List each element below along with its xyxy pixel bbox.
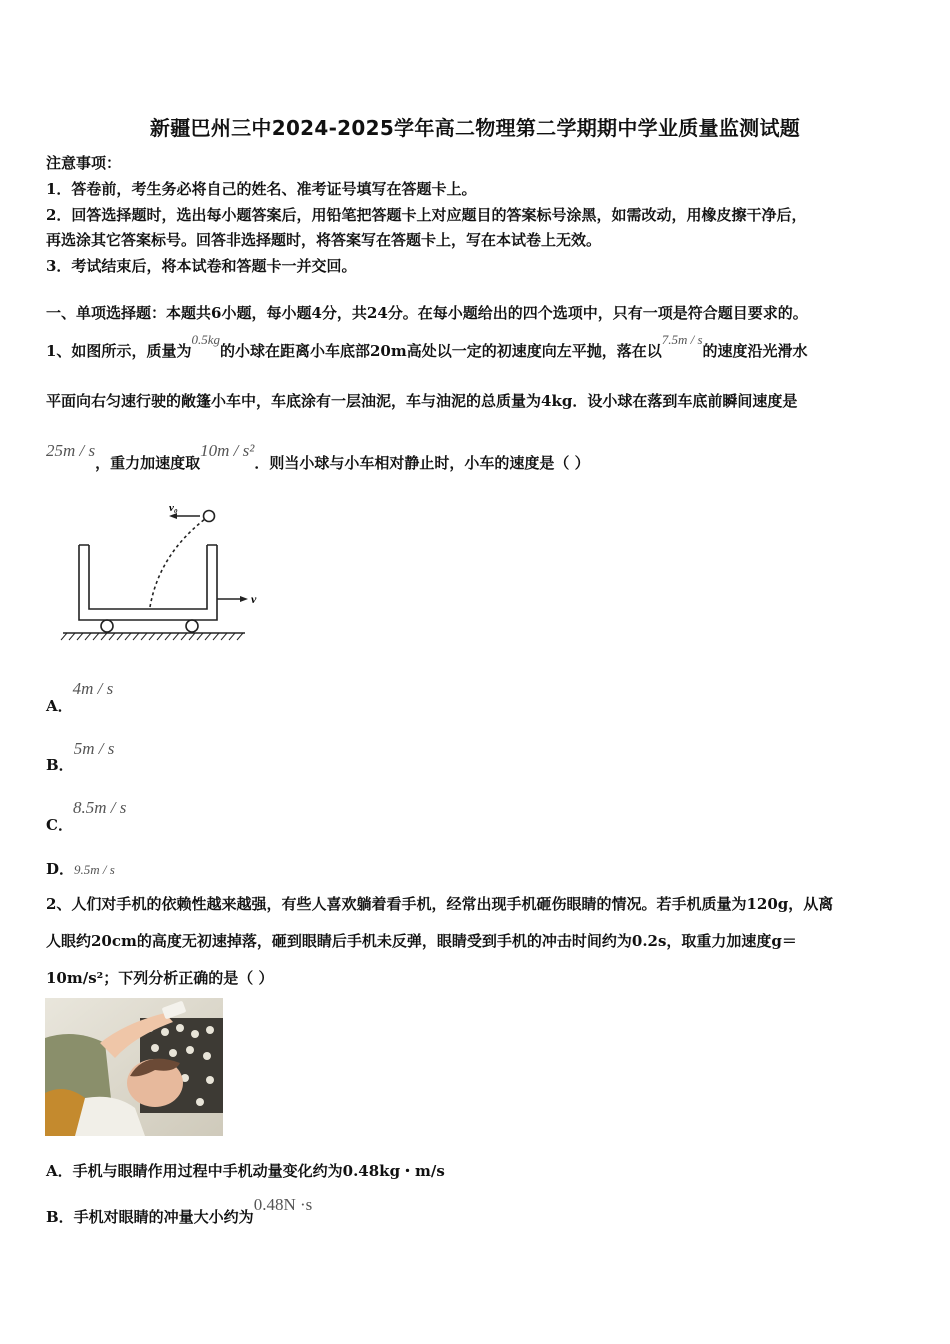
- q1-gravity: 10m / s²: [200, 441, 255, 460]
- notice-item-2-cont: 再选涂其它答案标号。回答非选择题时，将答案写在答题卡上，写在本试卷上无效。: [46, 231, 602, 249]
- q1-text: ，重力加速度取: [95, 454, 201, 472]
- q1-line-2: 平面向右匀速行驶的敞篷小车中，车底涂有一层油泥，车与油泥的总质量为4kg．设小球在落到车底前瞬间速度是: [46, 392, 798, 410]
- q1-text: 的小球在距离小车底部20m高处以一定的初速度向左平抛，落在以: [219, 342, 662, 360]
- notice-item-2: 2．回答选择题时，选出每小题答案后，用铅笔把答题卡上对应题目的答案标号涂黑，如需改动，用橡皮擦干净后，: [46, 206, 807, 224]
- q2-photo: [45, 998, 223, 1136]
- q1-mass: 0.5kg: [191, 332, 220, 347]
- option-label: A．: [46, 697, 73, 715]
- q1-text: 1、如图所示，质量为: [46, 342, 192, 360]
- q1-ball-speed: 25m / s: [46, 441, 96, 460]
- q1-option-c[interactable]: [46, 797, 127, 834]
- option-label: D．: [46, 860, 75, 878]
- q1-line-3: [46, 441, 590, 473]
- q1-cart-figure: [55, 495, 270, 650]
- notice-item-1: 1．答卷前，考生务必将自己的姓名、准考证号填写在答题卡上。: [46, 180, 477, 198]
- q1-option-a[interactable]: [46, 678, 114, 715]
- v0-label: v₀: [169, 502, 178, 514]
- q1-line-1: [46, 332, 808, 361]
- option-value: 0.48N ·s: [253, 1195, 313, 1214]
- q1-option-d[interactable]: [46, 858, 115, 879]
- option-value: 9.5m / s: [74, 862, 115, 877]
- q2-line-2: 人眼约20cm的高度无初速掉落，砸到眼睛后手机未反弹，眼睛受到手机的冲击时间约为0.2s，取重力加速度g＝: [46, 932, 797, 950]
- section-heading: 一、单项选择题：本题共6小题，每小题4分，共24分。在每小题给出的四个选项中，只有一项是符合题目要求的。: [46, 304, 808, 322]
- option-value: 4m / s: [72, 679, 114, 698]
- q2-line-3: 10m/s²；下列分析正确的是（ ）: [46, 969, 274, 987]
- option-value: 8.5m / s: [72, 798, 127, 817]
- q1-option-b[interactable]: [46, 738, 115, 774]
- v-label: v: [251, 592, 257, 606]
- q1-text: ．则当小球与小车相对静止时，小车的速度是（ ）: [254, 454, 590, 472]
- option-text: B．手机对眼睛的冲量大小约为: [46, 1208, 254, 1226]
- option-label: C．: [46, 816, 73, 834]
- q1-text: 的速度沿光滑水: [702, 342, 808, 360]
- notice-item-3: 3．考试结束后，将本试卷和答题卡一并交回。: [46, 257, 357, 275]
- q2-option-a[interactable]: A．手机与眼睛作用过程中手机动量变化约为0.48kg・m/s: [46, 1162, 445, 1180]
- q1-cart-speed: 7.5m / s: [661, 332, 703, 347]
- q2-line-1: 2、人们对手机的依赖性越来越强，有些人喜欢躺着看手机，经常出现手机砸伤眼睛的情况。若手机质量为120g，从离: [46, 895, 834, 913]
- q2-option-b[interactable]: [46, 1195, 313, 1227]
- page-title: 新疆巴州三中2024-2025学年高二物理第二学期期中学业质量监测试题: [149, 116, 801, 140]
- option-label: B．: [46, 756, 74, 774]
- notice-heading: 注意事项：: [46, 154, 122, 172]
- option-value: 5m / s: [73, 739, 115, 758]
